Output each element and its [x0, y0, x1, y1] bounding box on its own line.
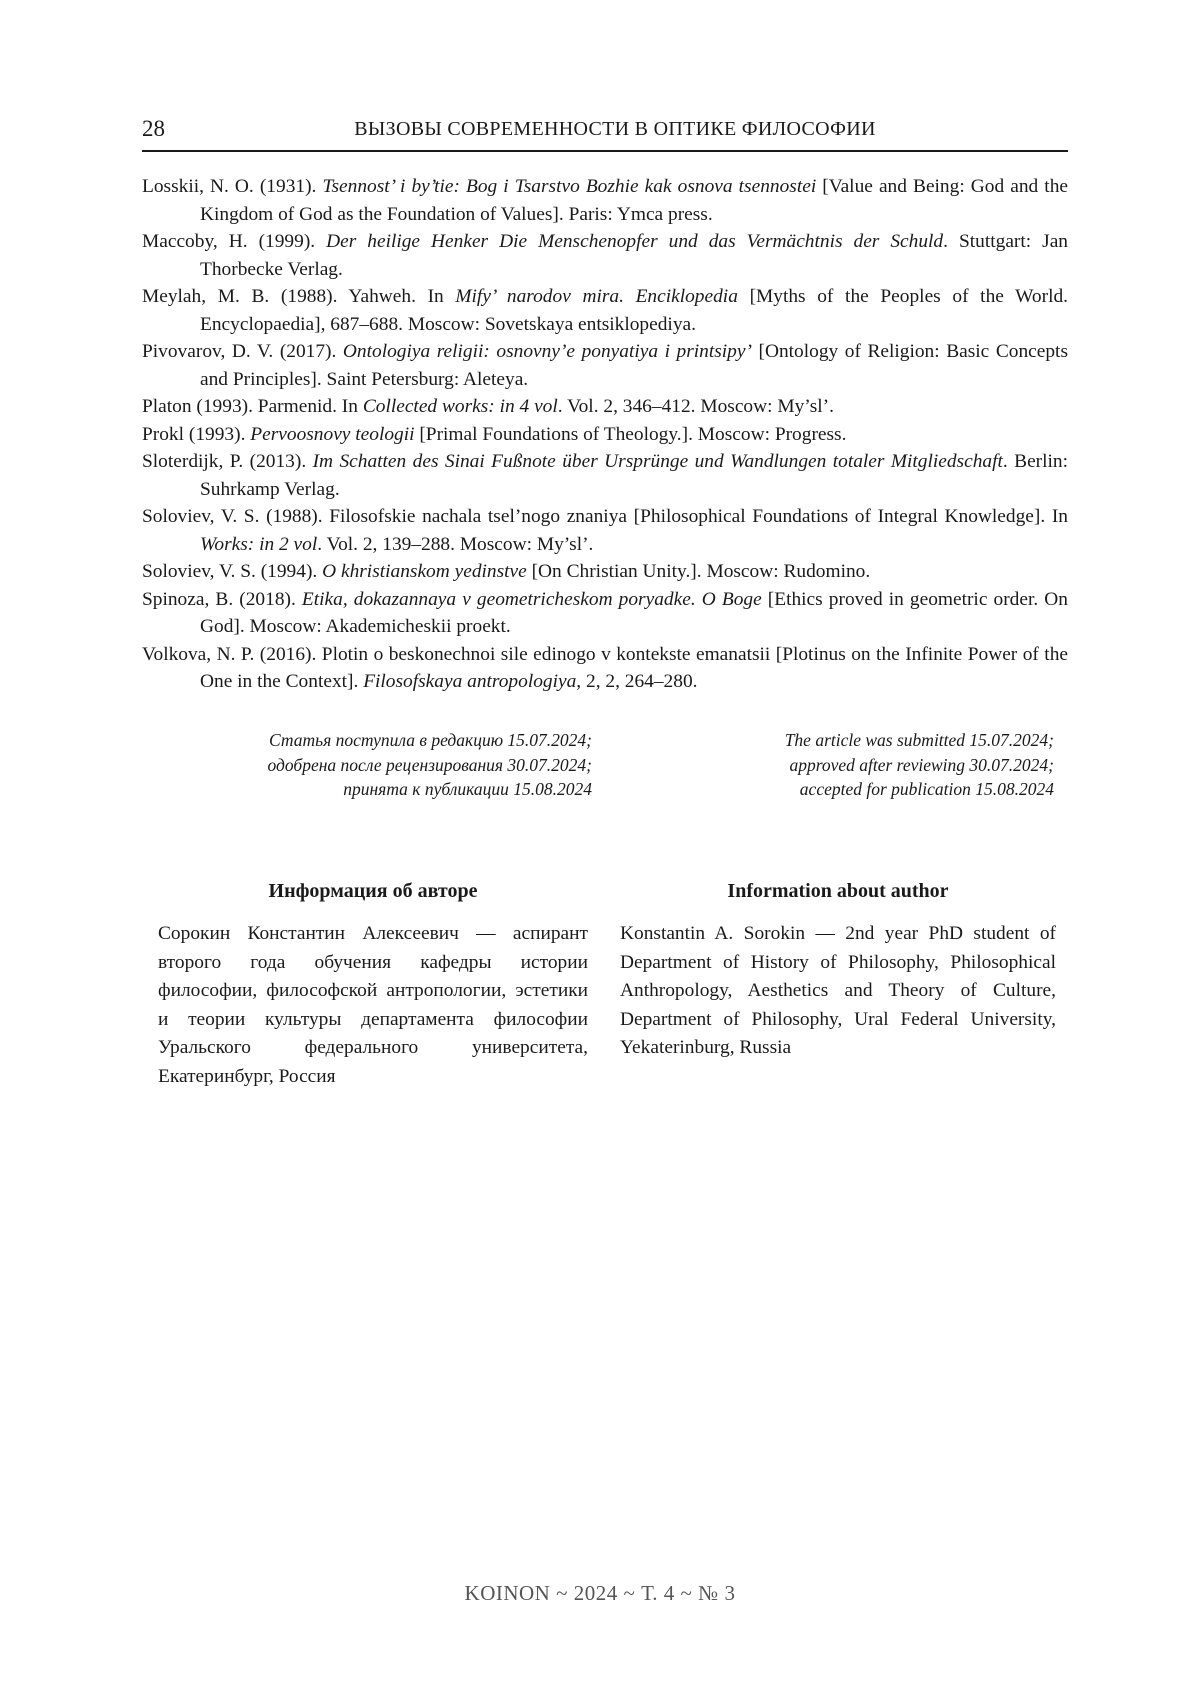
author-info-en: [620, 880, 1056, 1063]
reference-entry: Soloviev, V. S. (1988). Filosofskie nachala tsel’nogo znaniya [Philosophical Foundations of Integral Knowledge]. In Works: in 2 vol. Vol. 2, 139–288. Moscow: My’sl’.: [142, 503, 1068, 558]
reference-entry: Prokl (1993). Pervoosnovy teologii [Primal Foundations of Theology.]. Moscow: Progress.: [142, 421, 1068, 449]
reference-entry: Maccoby, H. (1999). Der heilige Henker Die Menschenopfer und das Vermächtnis der Schuld. Stuttgart: Jan Thorbecke Verlag.: [142, 228, 1068, 283]
date-line: Статья поступила в редакцию 15.07.2024;: [160, 728, 592, 753]
reference-entry: Volkova, N. P. (2016). Plotin o beskonechnoi sile edinogo v kontekste emanatsii [Plotinus on the Infinite Power of the One in the Context]. Filosofskaya antropologiya, 2, 2, 264–280.: [142, 641, 1068, 696]
author-description: Konstantin A. Sorokin — 2nd year PhD student of Department of History of Philosophy, Philosophical Anthropology, Aesthetics and Theory of Culture, Department of Philosophy, Ural Federal University, Yekaterinburg, Russia: [620, 920, 1056, 1063]
author-info-ru: [158, 880, 588, 1091]
reference-entry: Losskii, N. O. (1931). Tsennost’ i by’tie: Bog i Tsarstvo Bozhie kak osnova tsennostei [Value and Being: God and the Kingdom of God as the Foundation of Values]. Paris: Ymca press.: [142, 173, 1068, 228]
reference-entry: Meylah, M. B. (1988). Yahweh. In Mify’ narodov mira. Enciklopedia [Myths of the Peoples of the World. Encyclopaedia], 687–688. Moscow: Sovetskaya entsiklopediya.: [142, 283, 1068, 338]
reference-entry: Soloviev, V. S. (1994). O khristianskom yedinstve [On Christian Unity.]. Moscow: Rudomino.: [142, 558, 1068, 586]
reference-entry: Spinoza, B. (2018). Etika, dokazannaya v geometricheskom poryadke. O Boge [Ethics proved in geometric order. On God]. Moscow: Akademicheskii proekt.: [142, 586, 1068, 641]
submission-dates-en: [640, 728, 1054, 802]
author-heading: Information about author: [620, 880, 1056, 903]
date-line: accepted for publication 15.08.2024: [640, 777, 1054, 802]
date-line: approved after reviewing 30.07.2024;: [640, 753, 1054, 778]
page-number: 28: [142, 116, 165, 142]
date-line: The article was submitted 15.07.2024;: [640, 728, 1054, 753]
journal-footer: KOINON ~ 2024 ~ Т. 4 ~ № 3: [0, 1581, 1200, 1606]
reference-entry: Platon (1993). Parmenid. In Collected works: in 4 vol. Vol. 2, 346–412. Moscow: My’sl’.: [142, 393, 1068, 421]
author-heading: Информация об авторе: [158, 880, 588, 903]
reference-list: [142, 173, 1068, 696]
author-description: Сорокин Константин Алексеевич — аспирант второго года обучения кафедры истории философии, философской антропологии, эстетики и теории культуры департамента философии Уральского федерального университета, Екатеринбург, Россия: [158, 920, 588, 1091]
reference-entry: Sloterdijk, P. (2013). Im Schatten des Sinai Fußnote über Ursprünge und Wandlungen totaler Mitgliedschaft. Berlin: Suhrkamp Verlag.: [142, 448, 1068, 503]
date-line: принята к публикации 15.08.2024: [160, 777, 592, 802]
date-line: одобрена после рецензирования 30.07.2024;: [160, 753, 592, 778]
submission-dates-ru: [160, 728, 592, 802]
reference-entry: Pivovarov, D. V. (2017). Ontologiya religii: osnovny’e ponyatiya i printsipy’ [Ontology of Religion: Basic Concepts and Principles]. Saint Petersburg: Aleteya.: [142, 338, 1068, 393]
running-header: [142, 112, 1068, 152]
running-title: ВЫЗОВЫ СОВРЕМЕННОСТИ В ОПТИКЕ ФИЛОСОФИИ: [142, 118, 1068, 141]
